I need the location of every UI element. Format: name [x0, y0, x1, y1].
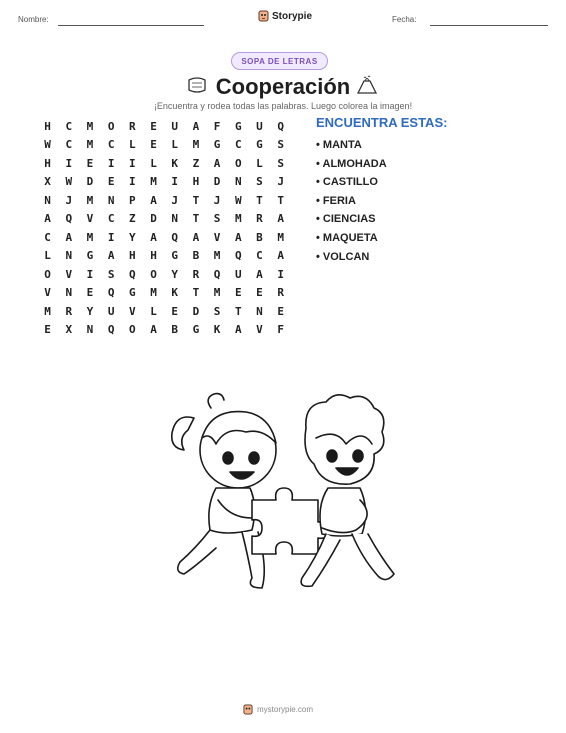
- instructions: ¡Encuentra y rodea todas las palabras. Luego colorea la imagen!: [153, 101, 413, 111]
- grid-letter[interactable]: M: [213, 286, 221, 300]
- puzzle-piece: [252, 488, 328, 554]
- grid-letter[interactable]: E: [234, 286, 242, 300]
- grid-letter[interactable]: G: [256, 138, 263, 152]
- grid-letter[interactable]: Y: [86, 304, 94, 318]
- grid-letter[interactable]: E: [44, 323, 51, 337]
- grid-letter[interactable]: D: [150, 212, 157, 226]
- grid-letter[interactable]: B: [192, 249, 200, 263]
- grid-letter[interactable]: W: [234, 193, 242, 207]
- grid-letter[interactable]: R: [192, 267, 200, 281]
- grid-letter[interactable]: U: [171, 119, 179, 133]
- grid-letter[interactable]: J: [65, 193, 73, 207]
- word-list-item: • VOLCAN: [316, 250, 370, 263]
- storypie-mascot-icon: [243, 704, 253, 715]
- grid-letter[interactable]: L: [150, 304, 157, 318]
- grid-letter[interactable]: M: [86, 119, 94, 133]
- grid-letter[interactable]: A: [150, 230, 157, 244]
- puzzle-type-badge: SOPA DE LETRAS: [231, 52, 328, 70]
- storypie-mascot-icon: [258, 10, 269, 22]
- grid-letter[interactable]: V: [86, 212, 94, 226]
- grid-letter[interactable]: B: [171, 323, 179, 337]
- grid-letter[interactable]: E: [107, 175, 115, 189]
- grid-letter[interactable]: D: [192, 304, 200, 318]
- grid-letter[interactable]: M: [213, 249, 221, 263]
- grid-letter[interactable]: E: [277, 304, 284, 318]
- grid-letter[interactable]: X: [44, 175, 51, 189]
- grid-letter[interactable]: M: [44, 304, 51, 318]
- grid-letter[interactable]: H: [44, 119, 51, 133]
- grid-letter[interactable]: Q: [277, 119, 284, 133]
- grid-letter[interactable]: G: [234, 119, 242, 133]
- grid-letter[interactable]: M: [192, 138, 200, 152]
- grid-letter[interactable]: S: [277, 156, 284, 170]
- grid-letter[interactable]: I: [107, 156, 115, 170]
- grid-letter[interactable]: F: [213, 119, 221, 133]
- word-list-title: ENCUENTRA ESTAS:: [316, 115, 448, 130]
- grid-letter[interactable]: A: [277, 249, 284, 263]
- grid-letter[interactable]: B: [256, 230, 263, 244]
- grid-letter[interactable]: E: [86, 156, 94, 170]
- grid-letter[interactable]: Q: [129, 267, 136, 281]
- grid-letter[interactable]: Q: [65, 212, 73, 226]
- grid-letter[interactable]: Q: [107, 286, 115, 300]
- word-list-item: • ALMOHADA: [316, 157, 387, 170]
- grid-letter[interactable]: O: [129, 323, 136, 337]
- grid-letter[interactable]: A: [234, 230, 242, 244]
- grid-letter[interactable]: E: [86, 286, 94, 300]
- grid-letter[interactable]: L: [129, 138, 136, 152]
- grid-letter[interactable]: N: [65, 249, 73, 263]
- grid-letter[interactable]: M: [150, 286, 157, 300]
- grid-letter[interactable]: M: [86, 193, 94, 207]
- grid-letter[interactable]: X: [65, 323, 73, 337]
- grid-letter[interactable]: Q: [213, 267, 221, 281]
- grid-letter[interactable]: L: [44, 249, 51, 263]
- word-list-item: • CIENCIAS: [316, 213, 376, 226]
- grid-letter[interactable]: K: [171, 286, 179, 300]
- grid-letter[interactable]: Q: [234, 249, 242, 263]
- grid-letter[interactable]: N: [107, 193, 115, 207]
- grid-letter[interactable]: C: [65, 138, 73, 152]
- grid-letter[interactable]: E: [256, 286, 263, 300]
- date-line[interactable]: [430, 25, 548, 26]
- brand-logo: [258, 10, 312, 22]
- grid-letter[interactable]: A: [65, 230, 73, 244]
- grid-letter[interactable]: T: [192, 286, 200, 300]
- grid-letter[interactable]: S: [213, 212, 221, 226]
- grid-letter[interactable]: G: [86, 249, 94, 263]
- grid-letter[interactable]: I: [65, 156, 73, 170]
- grid-letter[interactable]: K: [171, 156, 179, 170]
- grid-letter[interactable]: I: [129, 156, 136, 170]
- grid-letter[interactable]: C: [44, 230, 51, 244]
- boy-figure: [301, 395, 394, 587]
- grid-letter[interactable]: I: [277, 267, 284, 281]
- grid-letter[interactable]: Y: [129, 230, 136, 244]
- volcano-icon: [356, 75, 378, 95]
- grid-letter[interactable]: T: [192, 212, 200, 226]
- brand-name: Storypie: [272, 10, 313, 22]
- word-list: [316, 136, 387, 266]
- grid-letter[interactable]: I: [107, 230, 115, 244]
- grid-letter[interactable]: A: [256, 267, 263, 281]
- grid-letter[interactable]: N: [65, 286, 73, 300]
- grid-letter[interactable]: A: [192, 230, 200, 244]
- grid-letter[interactable]: H: [129, 249, 136, 263]
- grid-letter[interactable]: M: [277, 230, 284, 244]
- grid-letter[interactable]: E: [171, 304, 179, 318]
- grid-letter[interactable]: D: [86, 175, 94, 189]
- grid-letter[interactable]: N: [44, 193, 51, 207]
- grid-letter[interactable]: I: [86, 267, 94, 281]
- grid-letter[interactable]: I: [129, 175, 136, 189]
- word-list-item: • MANTA: [316, 139, 362, 151]
- word-list-item: • MAQUETA: [316, 231, 378, 244]
- grid-letter[interactable]: Z: [192, 156, 200, 170]
- grid-letter[interactable]: O: [107, 119, 115, 133]
- grid-letter[interactable]: M: [150, 175, 157, 189]
- grid-letter[interactable]: F: [277, 323, 284, 337]
- footer: [243, 704, 313, 715]
- grid-letter[interactable]: P: [129, 193, 136, 207]
- grid-letter[interactable]: K: [213, 323, 221, 337]
- grid-letter[interactable]: R: [129, 119, 136, 133]
- grid-letter[interactable]: W: [44, 138, 51, 152]
- grid-letter[interactable]: T: [277, 193, 284, 207]
- word-list-item: • CASTILLO: [316, 176, 378, 189]
- grid-letter[interactable]: Q: [171, 230, 179, 244]
- grid-letter[interactable]: Y: [171, 267, 179, 281]
- grid-letter[interactable]: O: [234, 156, 242, 170]
- grid-letter[interactable]: C: [256, 249, 263, 263]
- grid-letter[interactable]: C: [65, 119, 73, 133]
- grid-letter[interactable]: G: [171, 249, 179, 263]
- grid-letter[interactable]: E: [150, 119, 157, 133]
- grid-letter[interactable]: L: [150, 156, 157, 170]
- grid-letter[interactable]: M: [234, 212, 242, 226]
- grid-letter[interactable]: G: [213, 138, 221, 152]
- grid-letter[interactable]: J: [277, 175, 284, 189]
- grid-letter[interactable]: L: [256, 156, 263, 170]
- grid-letter[interactable]: R: [65, 304, 73, 318]
- grid-letter[interactable]: V: [65, 267, 73, 281]
- grid-letter[interactable]: Q: [107, 323, 115, 337]
- grid-letter[interactable]: H: [192, 175, 200, 189]
- grid-letter[interactable]: G: [192, 323, 200, 337]
- grid-letter[interactable]: A: [44, 212, 51, 226]
- grid-letter[interactable]: S: [213, 304, 221, 318]
- grid-letter[interactable]: N: [256, 304, 263, 318]
- grid-letter[interactable]: A: [277, 212, 284, 226]
- grid-letter[interactable]: T: [192, 193, 200, 207]
- grid-letter[interactable]: R: [277, 286, 284, 300]
- grid-letter[interactable]: V: [213, 230, 221, 244]
- grid-letter[interactable]: L: [171, 138, 179, 152]
- grid-letter[interactable]: O: [150, 267, 157, 281]
- grid-letter[interactable]: H: [44, 156, 51, 170]
- kids-puzzle-coloring-image[interactable]: [166, 388, 406, 603]
- word-search-grid[interactable]: [37, 117, 291, 339]
- word-list-item: • FERIA: [316, 194, 356, 207]
- name-label: Nombre:: [18, 15, 49, 24]
- grid-letter[interactable]: W: [65, 175, 73, 189]
- grid-letter[interactable]: N: [171, 212, 179, 226]
- grid-letter[interactable]: U: [256, 119, 263, 133]
- grid-letter[interactable]: U: [234, 267, 242, 281]
- grid-letter[interactable]: S: [277, 138, 284, 152]
- grid-letter[interactable]: T: [256, 193, 263, 207]
- grid-letter[interactable]: T: [234, 304, 242, 318]
- grid-letter[interactable]: G: [129, 286, 136, 300]
- footer-url: mystorypie.com: [257, 705, 314, 714]
- grid-letter[interactable]: A: [150, 323, 157, 337]
- name-line[interactable]: [58, 25, 204, 26]
- grid-letter[interactable]: C: [107, 212, 115, 226]
- grid-letter[interactable]: I: [171, 175, 179, 189]
- date-label: Fecha:: [392, 15, 417, 24]
- grid-letter[interactable]: Z: [129, 212, 136, 226]
- grid-letter[interactable]: V: [44, 286, 51, 300]
- grid-letter[interactable]: H: [150, 249, 157, 263]
- grid-letter[interactable]: N: [234, 175, 242, 189]
- grid-letter[interactable]: C: [107, 138, 115, 152]
- grid-letter[interactable]: R: [256, 212, 263, 226]
- grid-letter[interactable]: A: [234, 323, 242, 337]
- grid-letter[interactable]: A: [150, 193, 157, 207]
- grid-letter[interactable]: M: [86, 138, 94, 152]
- grid-letter[interactable]: M: [86, 230, 94, 244]
- grid-letter[interactable]: C: [234, 138, 242, 152]
- grid-letter[interactable]: V: [256, 323, 263, 337]
- grid-letter[interactable]: S: [256, 175, 263, 189]
- grid-letter[interactable]: A: [192, 119, 200, 133]
- grid-letter[interactable]: A: [107, 249, 115, 263]
- grid-letter[interactable]: A: [213, 156, 221, 170]
- page-title: Cooperación: [215, 74, 351, 99]
- grid-letter[interactable]: E: [150, 138, 157, 152]
- grid-letter[interactable]: J: [213, 193, 221, 207]
- grid-letter[interactable]: O: [44, 267, 51, 281]
- grid-letter[interactable]: D: [213, 175, 221, 189]
- grid-letter[interactable]: S: [107, 267, 115, 281]
- grid-letter[interactable]: V: [129, 304, 136, 318]
- grid-letter[interactable]: N: [86, 323, 94, 337]
- grid-letter[interactable]: U: [107, 304, 115, 318]
- grid-letter[interactable]: J: [171, 193, 179, 207]
- girl-figure: [172, 394, 276, 588]
